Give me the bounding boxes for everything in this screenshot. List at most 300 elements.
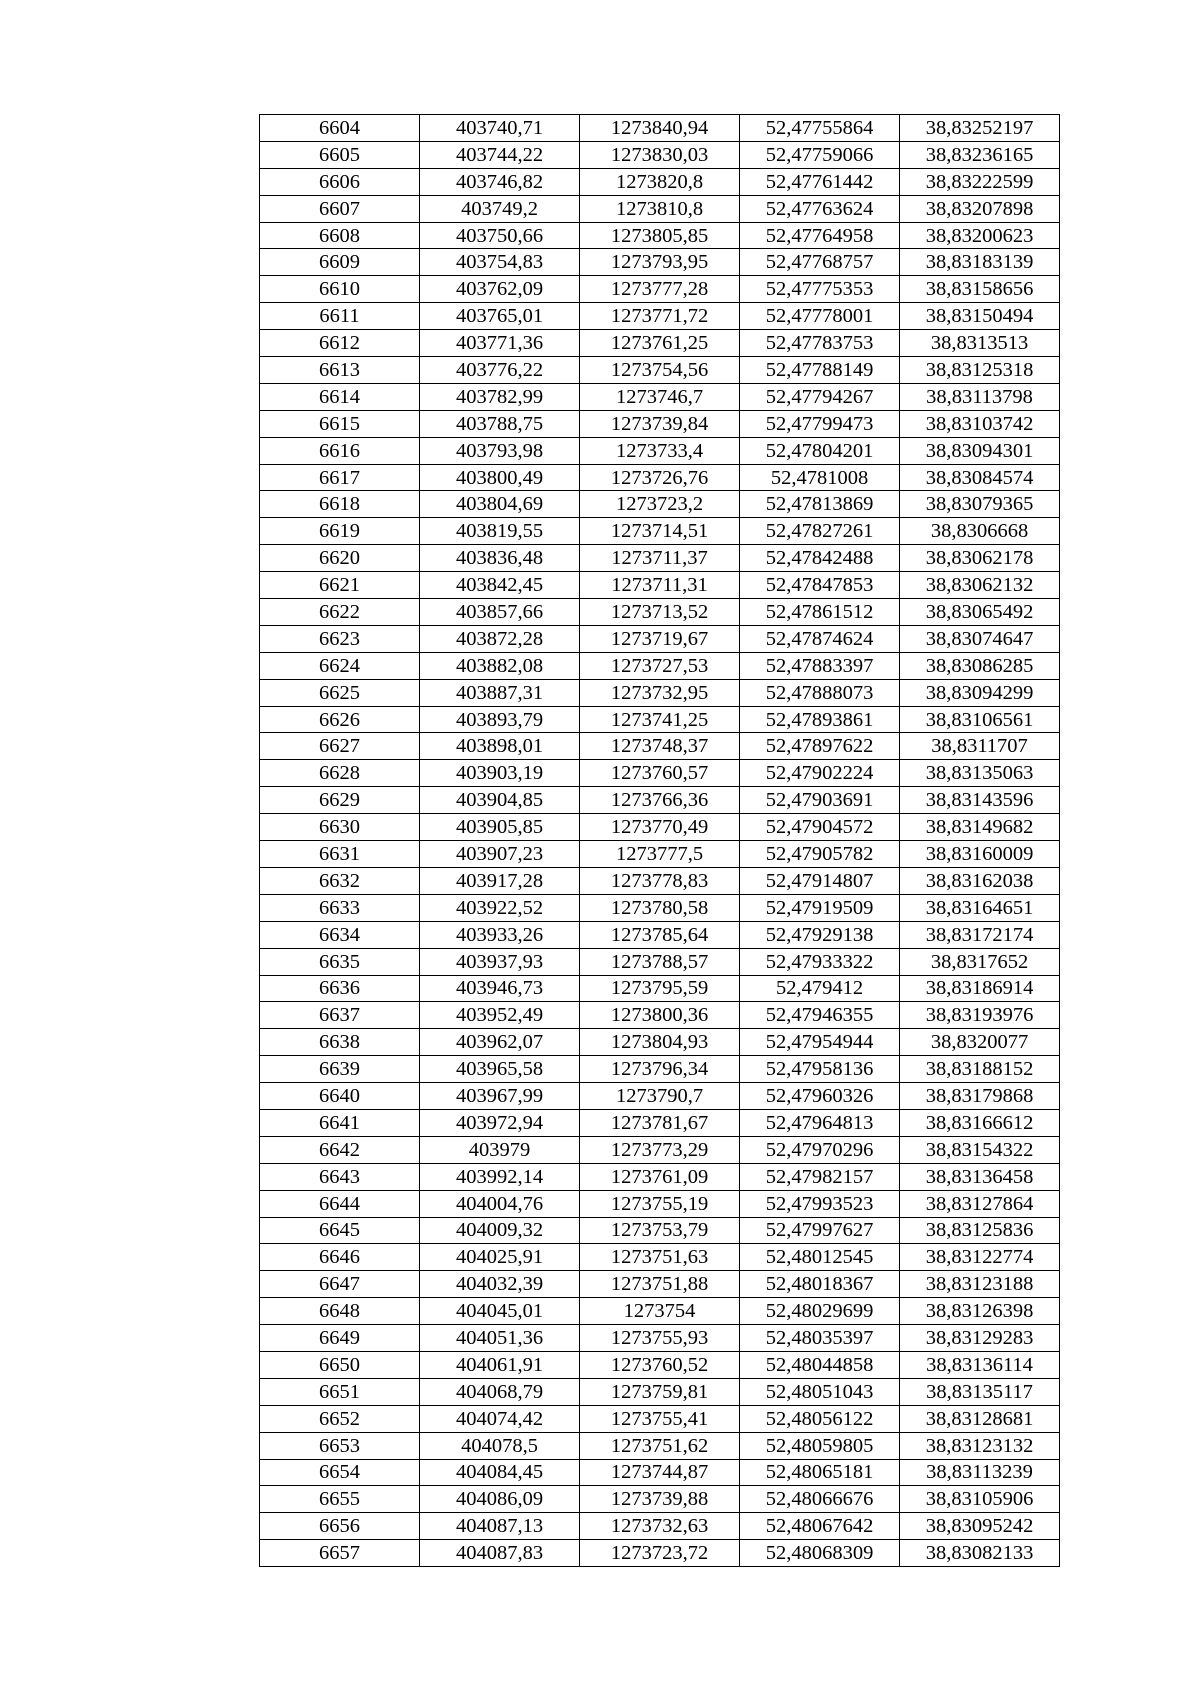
table-row [260, 1271, 1060, 1298]
x-coordinate-cell: 403903,19 [420, 760, 580, 787]
point-number-cell: 6619 [260, 518, 420, 545]
x-coordinate-cell: 403793,98 [420, 437, 580, 464]
x-coordinate-cell: 404009,32 [420, 1217, 580, 1244]
longitude-cell: 38,83103742 [900, 410, 1060, 437]
latitude-cell: 52,47897622 [740, 733, 900, 760]
longitude-cell: 38,83179868 [900, 1083, 1060, 1110]
x-coordinate-cell: 403762,09 [420, 276, 580, 303]
longitude-cell: 38,8320077 [900, 1029, 1060, 1056]
y-coordinate-cell: 1273840,94 [580, 115, 740, 142]
latitude-cell: 52,4781008 [740, 464, 900, 491]
x-coordinate-cell: 403842,45 [420, 572, 580, 599]
table-row [260, 572, 1060, 599]
point-number-cell: 6605 [260, 141, 420, 168]
y-coordinate-cell: 1273755,93 [580, 1325, 740, 1352]
point-number-cell: 6636 [260, 975, 420, 1002]
x-coordinate-cell: 403836,48 [420, 545, 580, 572]
point-number-cell: 6654 [260, 1459, 420, 1486]
latitude-cell: 52,47788149 [740, 357, 900, 384]
longitude-cell: 38,83125318 [900, 357, 1060, 384]
table-row [260, 276, 1060, 303]
table-row [260, 1325, 1060, 1352]
point-number-cell: 6638 [260, 1029, 420, 1056]
latitude-cell: 52,47903691 [740, 787, 900, 814]
longitude-cell: 38,83150494 [900, 303, 1060, 330]
latitude-cell: 52,47933322 [740, 948, 900, 975]
y-coordinate-cell: 1273748,37 [580, 733, 740, 760]
table-row [260, 975, 1060, 1002]
latitude-cell: 52,47964813 [740, 1109, 900, 1136]
y-coordinate-cell: 1273711,31 [580, 572, 740, 599]
longitude-cell: 38,83123188 [900, 1271, 1060, 1298]
longitude-cell: 38,8306668 [900, 518, 1060, 545]
coordinates-table [259, 114, 1060, 1567]
table-row [260, 437, 1060, 464]
table-row [260, 383, 1060, 410]
point-number-cell: 6611 [260, 303, 420, 330]
point-number-cell: 6639 [260, 1056, 420, 1083]
latitude-cell: 52,48067642 [740, 1513, 900, 1540]
y-coordinate-cell: 1273796,34 [580, 1056, 740, 1083]
latitude-cell: 52,48035397 [740, 1325, 900, 1352]
y-coordinate-cell: 1273820,8 [580, 168, 740, 195]
longitude-cell: 38,83082133 [900, 1540, 1060, 1567]
latitude-cell: 52,48044858 [740, 1351, 900, 1378]
y-coordinate-cell: 1273751,62 [580, 1432, 740, 1459]
y-coordinate-cell: 1273778,83 [580, 867, 740, 894]
point-number-cell: 6607 [260, 195, 420, 222]
x-coordinate-cell: 403819,55 [420, 518, 580, 545]
longitude-cell: 38,83094301 [900, 437, 1060, 464]
latitude-cell: 52,47799473 [740, 410, 900, 437]
x-coordinate-cell: 403917,28 [420, 867, 580, 894]
longitude-cell: 38,83172174 [900, 921, 1060, 948]
y-coordinate-cell: 1273790,7 [580, 1083, 740, 1110]
table-row [260, 249, 1060, 276]
longitude-cell: 38,83236165 [900, 141, 1060, 168]
latitude-cell: 52,47904572 [740, 814, 900, 841]
latitude-cell: 52,47997627 [740, 1217, 900, 1244]
table-row [260, 894, 1060, 921]
point-number-cell: 6608 [260, 222, 420, 249]
point-number-cell: 6656 [260, 1513, 420, 1540]
x-coordinate-cell: 403754,83 [420, 249, 580, 276]
y-coordinate-cell: 1273795,59 [580, 975, 740, 1002]
point-number-cell: 6642 [260, 1136, 420, 1163]
latitude-cell: 52,48051043 [740, 1378, 900, 1405]
x-coordinate-cell: 403992,14 [420, 1163, 580, 1190]
latitude-cell: 52,47778001 [740, 303, 900, 330]
longitude-cell: 38,83158656 [900, 276, 1060, 303]
latitude-cell: 52,48059805 [740, 1432, 900, 1459]
longitude-cell: 38,83136114 [900, 1351, 1060, 1378]
x-coordinate-cell: 403905,85 [420, 814, 580, 841]
table-row [260, 948, 1060, 975]
x-coordinate-cell: 403962,07 [420, 1029, 580, 1056]
x-coordinate-cell: 403965,58 [420, 1056, 580, 1083]
table-row [260, 518, 1060, 545]
y-coordinate-cell: 1273800,36 [580, 1002, 740, 1029]
longitude-cell: 38,83113798 [900, 383, 1060, 410]
x-coordinate-cell: 403972,94 [420, 1109, 580, 1136]
table-row [260, 1109, 1060, 1136]
x-coordinate-cell: 403952,49 [420, 1002, 580, 1029]
x-coordinate-cell: 403872,28 [420, 625, 580, 652]
table-row [260, 1298, 1060, 1325]
x-coordinate-cell: 404051,36 [420, 1325, 580, 1352]
x-coordinate-cell: 403771,36 [420, 330, 580, 357]
point-number-cell: 6606 [260, 168, 420, 195]
point-number-cell: 6614 [260, 383, 420, 410]
y-coordinate-cell: 1273760,52 [580, 1351, 740, 1378]
x-coordinate-cell: 403788,75 [420, 410, 580, 437]
x-coordinate-cell: 404087,83 [420, 1540, 580, 1567]
table-row [260, 330, 1060, 357]
point-number-cell: 6617 [260, 464, 420, 491]
y-coordinate-cell: 1273781,67 [580, 1109, 740, 1136]
table-row [260, 599, 1060, 626]
point-number-cell: 6652 [260, 1405, 420, 1432]
point-number-cell: 6647 [260, 1271, 420, 1298]
latitude-cell: 52,47914807 [740, 867, 900, 894]
table-row [260, 760, 1060, 787]
longitude-cell: 38,83135063 [900, 760, 1060, 787]
y-coordinate-cell: 1273761,25 [580, 330, 740, 357]
y-coordinate-cell: 1273741,25 [580, 706, 740, 733]
table-row [260, 168, 1060, 195]
y-coordinate-cell: 1273761,09 [580, 1163, 740, 1190]
x-coordinate-cell: 403804,69 [420, 491, 580, 518]
table-row [260, 464, 1060, 491]
table-row [260, 1540, 1060, 1567]
point-number-cell: 6645 [260, 1217, 420, 1244]
table-row [260, 1136, 1060, 1163]
point-number-cell: 6657 [260, 1540, 420, 1567]
table-row [260, 1190, 1060, 1217]
y-coordinate-cell: 1273711,37 [580, 545, 740, 572]
longitude-cell: 38,83200623 [900, 222, 1060, 249]
y-coordinate-cell: 1273770,49 [580, 814, 740, 841]
x-coordinate-cell: 404084,45 [420, 1459, 580, 1486]
y-coordinate-cell: 1273732,63 [580, 1513, 740, 1540]
coordinates-table-body [260, 115, 1060, 1567]
latitude-cell: 52,48012545 [740, 1244, 900, 1271]
table-row [260, 706, 1060, 733]
latitude-cell: 52,47827261 [740, 518, 900, 545]
point-number-cell: 6609 [260, 249, 420, 276]
table-row [260, 357, 1060, 384]
x-coordinate-cell: 404074,42 [420, 1405, 580, 1432]
y-coordinate-cell: 1273777,28 [580, 276, 740, 303]
latitude-cell: 52,48018367 [740, 1271, 900, 1298]
latitude-cell: 52,47775353 [740, 276, 900, 303]
table-row [260, 1378, 1060, 1405]
x-coordinate-cell: 403893,79 [420, 706, 580, 733]
y-coordinate-cell: 1273777,5 [580, 841, 740, 868]
table-row [260, 410, 1060, 437]
x-coordinate-cell: 403898,01 [420, 733, 580, 760]
y-coordinate-cell: 1273739,84 [580, 410, 740, 437]
y-coordinate-cell: 1273719,67 [580, 625, 740, 652]
longitude-cell: 38,83095242 [900, 1513, 1060, 1540]
longitude-cell: 38,83084574 [900, 464, 1060, 491]
x-coordinate-cell: 404086,09 [420, 1486, 580, 1513]
y-coordinate-cell: 1273760,57 [580, 760, 740, 787]
point-number-cell: 6627 [260, 733, 420, 760]
x-coordinate-cell: 404087,13 [420, 1513, 580, 1540]
y-coordinate-cell: 1273713,52 [580, 599, 740, 626]
y-coordinate-cell: 1273727,53 [580, 652, 740, 679]
latitude-cell: 52,47883397 [740, 652, 900, 679]
point-number-cell: 6625 [260, 679, 420, 706]
longitude-cell: 38,83065492 [900, 599, 1060, 626]
longitude-cell: 38,83125836 [900, 1217, 1060, 1244]
table-row [260, 814, 1060, 841]
latitude-cell: 52,47954944 [740, 1029, 900, 1056]
longitude-cell: 38,83127864 [900, 1190, 1060, 1217]
table-row [260, 195, 1060, 222]
y-coordinate-cell: 1273810,8 [580, 195, 740, 222]
point-number-cell: 6620 [260, 545, 420, 572]
point-number-cell: 6626 [260, 706, 420, 733]
point-number-cell: 6640 [260, 1083, 420, 1110]
latitude-cell: 52,47993523 [740, 1190, 900, 1217]
x-coordinate-cell: 403746,82 [420, 168, 580, 195]
longitude-cell: 38,83105906 [900, 1486, 1060, 1513]
table-row [260, 841, 1060, 868]
point-number-cell: 6649 [260, 1325, 420, 1352]
point-number-cell: 6633 [260, 894, 420, 921]
longitude-cell: 38,83207898 [900, 195, 1060, 222]
x-coordinate-cell: 403922,52 [420, 894, 580, 921]
table-row [260, 733, 1060, 760]
y-coordinate-cell: 1273753,79 [580, 1217, 740, 1244]
table-row [260, 1056, 1060, 1083]
longitude-cell: 38,83079365 [900, 491, 1060, 518]
latitude-cell: 52,47893861 [740, 706, 900, 733]
table-row [260, 1002, 1060, 1029]
longitude-cell: 38,83113239 [900, 1459, 1060, 1486]
point-number-cell: 6621 [260, 572, 420, 599]
latitude-cell: 52,47888073 [740, 679, 900, 706]
table-row [260, 787, 1060, 814]
x-coordinate-cell: 403882,08 [420, 652, 580, 679]
point-number-cell: 6622 [260, 599, 420, 626]
latitude-cell: 52,479412 [740, 975, 900, 1002]
x-coordinate-cell: 404045,01 [420, 1298, 580, 1325]
table-row [260, 625, 1060, 652]
latitude-cell: 52,47759066 [740, 141, 900, 168]
x-coordinate-cell: 404078,5 [420, 1432, 580, 1459]
latitude-cell: 52,47982157 [740, 1163, 900, 1190]
x-coordinate-cell: 403857,66 [420, 599, 580, 626]
x-coordinate-cell: 404032,39 [420, 1271, 580, 1298]
longitude-cell: 38,83154322 [900, 1136, 1060, 1163]
y-coordinate-cell: 1273733,4 [580, 437, 740, 464]
longitude-cell: 38,83136458 [900, 1163, 1060, 1190]
latitude-cell: 52,47929138 [740, 921, 900, 948]
x-coordinate-cell: 403776,22 [420, 357, 580, 384]
x-coordinate-cell: 403782,99 [420, 383, 580, 410]
x-coordinate-cell: 403979 [420, 1136, 580, 1163]
table-row [260, 1459, 1060, 1486]
longitude-cell: 38,83149682 [900, 814, 1060, 841]
latitude-cell: 52,47958136 [740, 1056, 900, 1083]
latitude-cell: 52,47804201 [740, 437, 900, 464]
table-row [260, 303, 1060, 330]
y-coordinate-cell: 1273754,56 [580, 357, 740, 384]
longitude-cell: 38,83164651 [900, 894, 1060, 921]
table-row [260, 1217, 1060, 1244]
table-row [260, 1486, 1060, 1513]
point-number-cell: 6653 [260, 1432, 420, 1459]
x-coordinate-cell: 403800,49 [420, 464, 580, 491]
longitude-cell: 38,83143596 [900, 787, 1060, 814]
x-coordinate-cell: 403937,93 [420, 948, 580, 975]
x-coordinate-cell: 403933,26 [420, 921, 580, 948]
table-row [260, 1083, 1060, 1110]
latitude-cell: 52,47764958 [740, 222, 900, 249]
point-number-cell: 6651 [260, 1378, 420, 1405]
y-coordinate-cell: 1273723,2 [580, 491, 740, 518]
point-number-cell: 6632 [260, 867, 420, 894]
point-number-cell: 6641 [260, 1109, 420, 1136]
x-coordinate-cell: 403740,71 [420, 115, 580, 142]
longitude-cell: 38,83129283 [900, 1325, 1060, 1352]
x-coordinate-cell: 403967,99 [420, 1083, 580, 1110]
longitude-cell: 38,83183139 [900, 249, 1060, 276]
longitude-cell: 38,83186914 [900, 975, 1060, 1002]
table-row [260, 652, 1060, 679]
longitude-cell: 38,83122774 [900, 1244, 1060, 1271]
latitude-cell: 52,47761442 [740, 168, 900, 195]
latitude-cell: 52,47960326 [740, 1083, 900, 1110]
latitude-cell: 52,48029699 [740, 1298, 900, 1325]
table-row [260, 1351, 1060, 1378]
point-number-cell: 6618 [260, 491, 420, 518]
y-coordinate-cell: 1273766,36 [580, 787, 740, 814]
point-number-cell: 6628 [260, 760, 420, 787]
longitude-cell: 38,8311707 [900, 733, 1060, 760]
point-number-cell: 6623 [260, 625, 420, 652]
y-coordinate-cell: 1273759,81 [580, 1378, 740, 1405]
x-coordinate-cell: 403750,66 [420, 222, 580, 249]
table-row [260, 115, 1060, 142]
y-coordinate-cell: 1273732,95 [580, 679, 740, 706]
latitude-cell: 52,47783753 [740, 330, 900, 357]
y-coordinate-cell: 1273804,93 [580, 1029, 740, 1056]
latitude-cell: 52,47813869 [740, 491, 900, 518]
y-coordinate-cell: 1273755,41 [580, 1405, 740, 1432]
latitude-cell: 52,48066676 [740, 1486, 900, 1513]
y-coordinate-cell: 1273755,19 [580, 1190, 740, 1217]
point-number-cell: 6650 [260, 1351, 420, 1378]
latitude-cell: 52,47768757 [740, 249, 900, 276]
longitude-cell: 38,83086285 [900, 652, 1060, 679]
latitude-cell: 52,47755864 [740, 115, 900, 142]
point-number-cell: 6630 [260, 814, 420, 841]
point-number-cell: 6631 [260, 841, 420, 868]
y-coordinate-cell: 1273785,64 [580, 921, 740, 948]
y-coordinate-cell: 1273754 [580, 1298, 740, 1325]
latitude-cell: 52,48068309 [740, 1540, 900, 1567]
table-row [260, 679, 1060, 706]
x-coordinate-cell: 403904,85 [420, 787, 580, 814]
table-row [260, 921, 1060, 948]
point-number-cell: 6635 [260, 948, 420, 975]
table-row [260, 222, 1060, 249]
point-number-cell: 6615 [260, 410, 420, 437]
y-coordinate-cell: 1273723,72 [580, 1540, 740, 1567]
longitude-cell: 38,83166612 [900, 1109, 1060, 1136]
longitude-cell: 38,83222599 [900, 168, 1060, 195]
x-coordinate-cell: 403765,01 [420, 303, 580, 330]
point-number-cell: 6646 [260, 1244, 420, 1271]
y-coordinate-cell: 1273744,87 [580, 1459, 740, 1486]
point-number-cell: 6604 [260, 115, 420, 142]
x-coordinate-cell: 403744,22 [420, 141, 580, 168]
point-number-cell: 6655 [260, 1486, 420, 1513]
y-coordinate-cell: 1273751,63 [580, 1244, 740, 1271]
longitude-cell: 38,83062132 [900, 572, 1060, 599]
x-coordinate-cell: 404068,79 [420, 1378, 580, 1405]
y-coordinate-cell: 1273771,72 [580, 303, 740, 330]
y-coordinate-cell: 1273746,7 [580, 383, 740, 410]
longitude-cell: 38,83188152 [900, 1056, 1060, 1083]
y-coordinate-cell: 1273805,85 [580, 222, 740, 249]
point-number-cell: 6644 [260, 1190, 420, 1217]
latitude-cell: 52,47847853 [740, 572, 900, 599]
y-coordinate-cell: 1273780,58 [580, 894, 740, 921]
table-row [260, 1029, 1060, 1056]
latitude-cell: 52,47946355 [740, 1002, 900, 1029]
table-row [260, 491, 1060, 518]
longitude-cell: 38,83106561 [900, 706, 1060, 733]
latitude-cell: 52,48065181 [740, 1459, 900, 1486]
longitude-cell: 38,83094299 [900, 679, 1060, 706]
table-row [260, 545, 1060, 572]
table-row [260, 1405, 1060, 1432]
point-number-cell: 6634 [260, 921, 420, 948]
point-number-cell: 6648 [260, 1298, 420, 1325]
longitude-cell: 38,8317652 [900, 948, 1060, 975]
point-number-cell: 6610 [260, 276, 420, 303]
latitude-cell: 52,47905782 [740, 841, 900, 868]
y-coordinate-cell: 1273830,03 [580, 141, 740, 168]
x-coordinate-cell: 404061,91 [420, 1351, 580, 1378]
x-coordinate-cell: 403907,23 [420, 841, 580, 868]
point-number-cell: 6637 [260, 1002, 420, 1029]
y-coordinate-cell: 1273793,95 [580, 249, 740, 276]
y-coordinate-cell: 1273714,51 [580, 518, 740, 545]
table-row [260, 1163, 1060, 1190]
latitude-cell: 52,47919509 [740, 894, 900, 921]
y-coordinate-cell: 1273726,76 [580, 464, 740, 491]
longitude-cell: 38,83128681 [900, 1405, 1060, 1432]
table-row [260, 1432, 1060, 1459]
latitude-cell: 52,47861512 [740, 599, 900, 626]
longitude-cell: 38,83193976 [900, 1002, 1060, 1029]
longitude-cell: 38,83252197 [900, 115, 1060, 142]
longitude-cell: 38,83123132 [900, 1432, 1060, 1459]
x-coordinate-cell: 403749,2 [420, 195, 580, 222]
latitude-cell: 52,47970296 [740, 1136, 900, 1163]
longitude-cell: 38,83074647 [900, 625, 1060, 652]
y-coordinate-cell: 1273751,88 [580, 1271, 740, 1298]
point-number-cell: 6629 [260, 787, 420, 814]
x-coordinate-cell: 403946,73 [420, 975, 580, 1002]
latitude-cell: 52,47902224 [740, 760, 900, 787]
